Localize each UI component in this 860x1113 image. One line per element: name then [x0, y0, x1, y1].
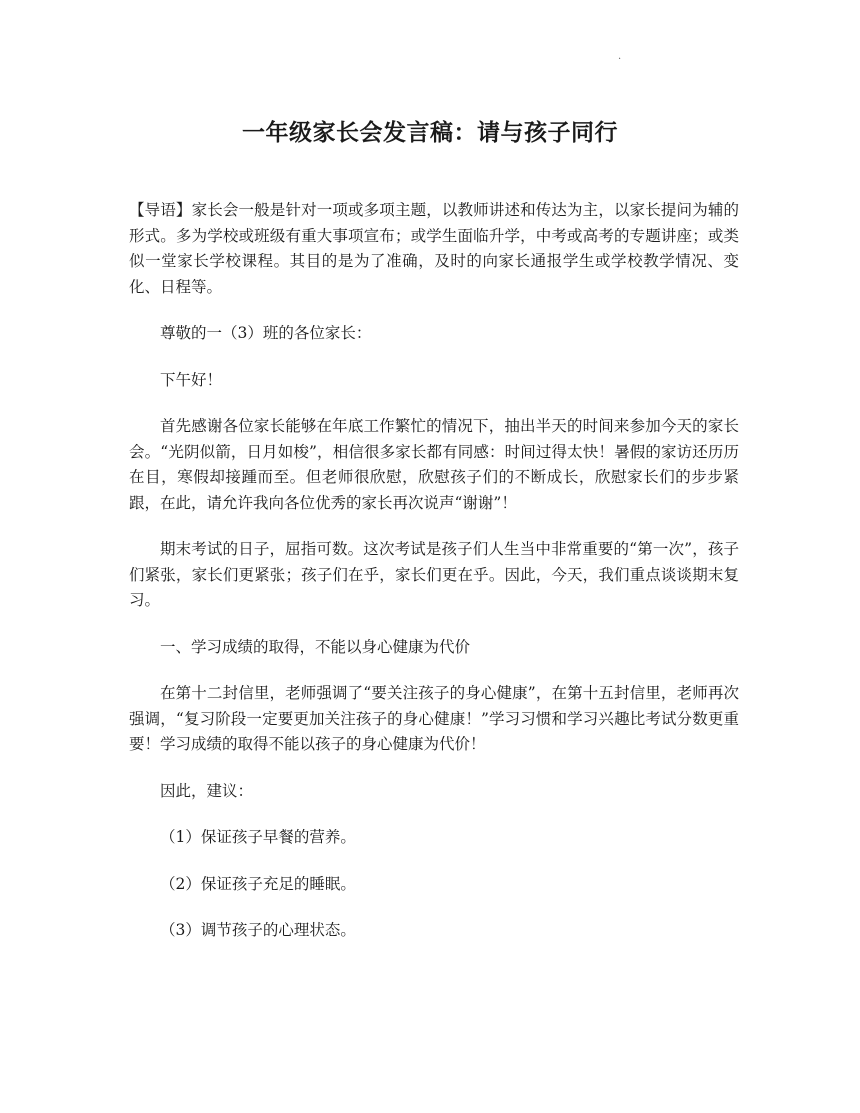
paragraph-suggestion: 因此，建议： [160, 781, 254, 800]
paragraph-exam: 期末考试的日子，屈指可数。这次考试是孩子们人生当中非常重要的“第一次”，孩子们紧张，家长们更紧张；孩子们在乎，家长们更在乎。因此，今天，我们重点谈谈期末复习。 [129, 540, 739, 609]
list-item: （1）保证孩子早餐的营养。 [160, 828, 356, 846]
list-item: （3）调节孩子的心理状态。 [160, 921, 356, 939]
salutation: 尊敬的一（3）班的各位家长： [160, 324, 372, 342]
list-item: （2）保证孩子充足的睡眠。 [160, 874, 356, 893]
intro-paragraph: 【导语】家长会一般是针对一项或多项主题，以教师讲述和传达为主，以家长提问为辅的形式。多为学校或班级有重大事项宣布；或学生面临升学，中考或高考的专题讲座；或类似一堂家长学校课程。其目的是为了准确，及时的向家长通报学生或学校教学情况、变化、日程等。 [129, 201, 739, 296]
section-heading-1: 一、学习成绩的取得，不能以身心健康为代价 [160, 637, 471, 656]
header-mark: . [618, 51, 622, 62]
paragraph-health: 在第十二封信里，老师强调了“要关注孩子的身心健康”，在第十五封信里，老师再次强调，“复习阶段一定要更加关注孩子的身心健康！”学习习惯和学习兴趣比考试分数更重要！学习成绩的取得不能以孩子的身心健康为代价！ [129, 684, 739, 753]
page-title: 一年级家长会发言稿：请与孩子同行 [242, 119, 618, 147]
greeting: 下午好！ [160, 370, 223, 389]
document-body [129, 198, 739, 965]
paragraph-thanks: 首先感谢各位家长能够在年底工作繁忙的情况下，抽出半天的时间来参加今天的家长会。“光阴似箭，日月如梭”，相信很多家长都有同感：时间过得太快！暑假的家访还历历在目，寒假却接踵而至。但老师很欣慰，欣慰孩子们的不断成长，欣慰家长们的步步紧跟，在此，请允许我向各位优秀的家长再次说声“谢谢”！ [129, 417, 739, 512]
